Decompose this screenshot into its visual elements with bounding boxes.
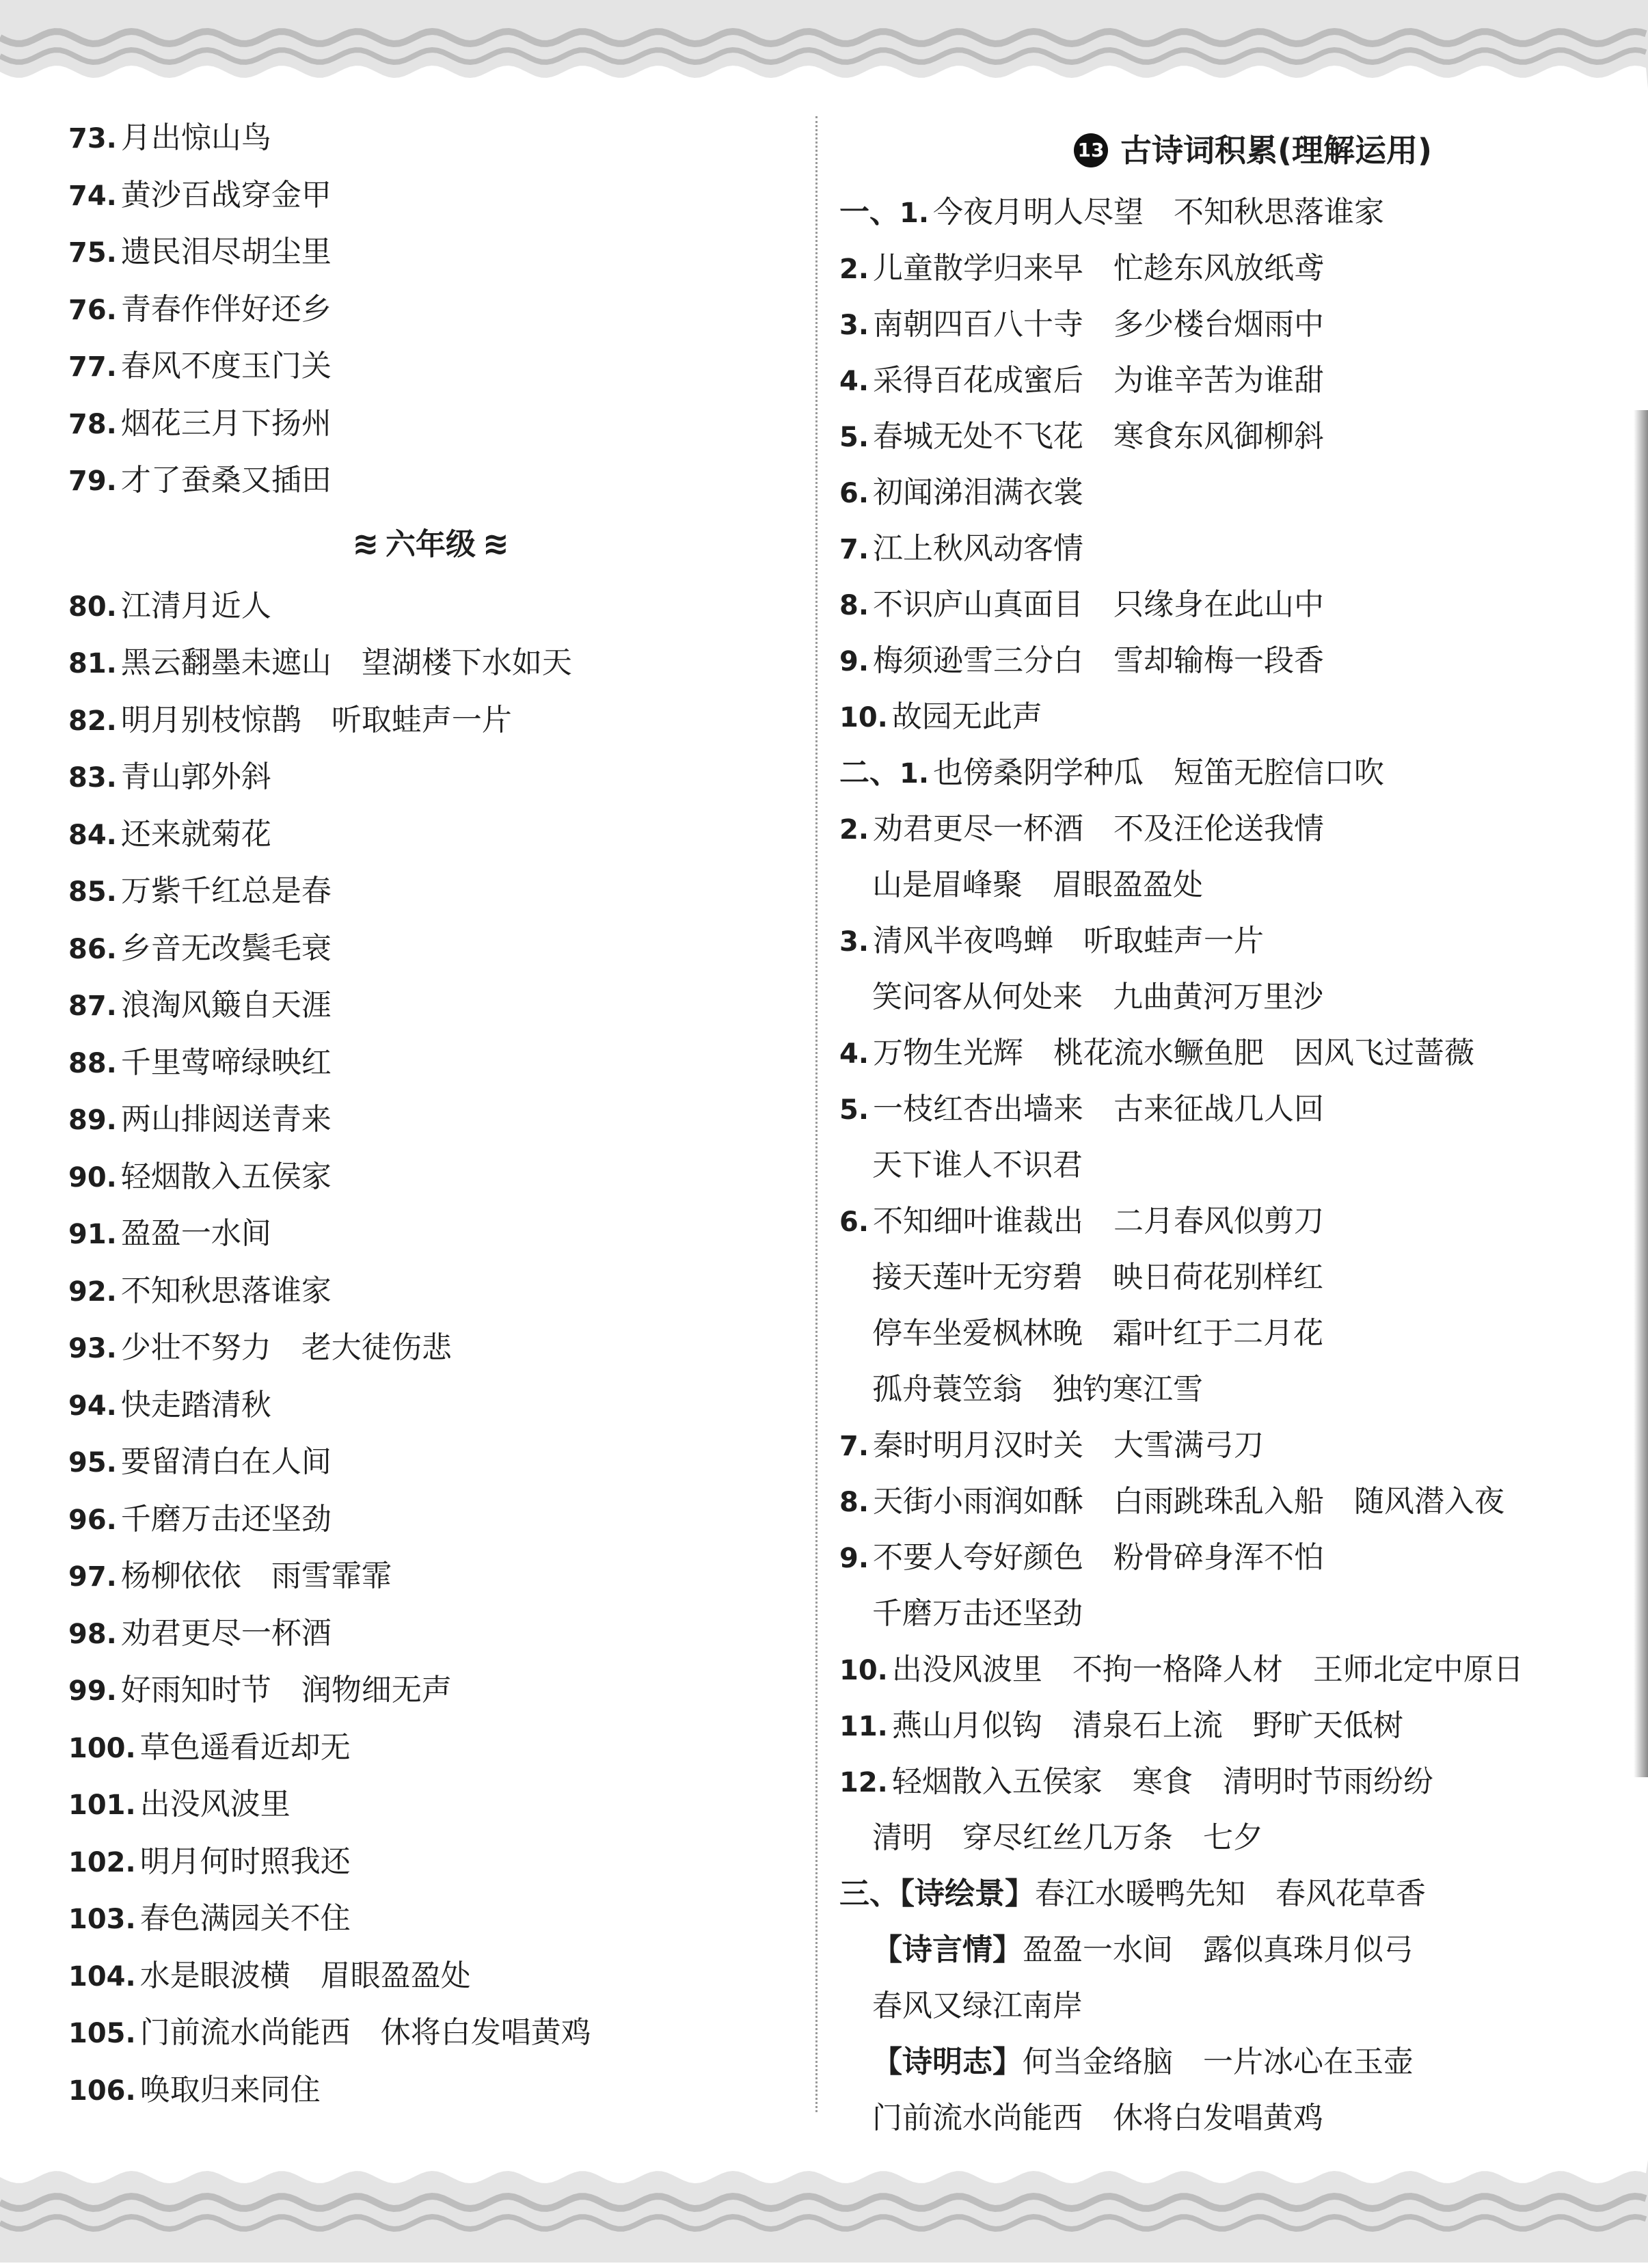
poem-line: 明月别枝惊鹊 xyxy=(120,702,301,738)
poem-line: 明月何时照我还 xyxy=(139,1844,351,1879)
list-item xyxy=(839,2034,1612,2090)
list-item xyxy=(839,521,1612,577)
poem-line: 穿尽红丝几万条 xyxy=(962,1820,1173,1855)
left-column xyxy=(68,109,793,2118)
item-number: 7. xyxy=(839,1431,869,1462)
item-number: 2. xyxy=(839,814,869,846)
poem-line: 王师北定中原日 xyxy=(1312,1652,1524,1687)
item-number: 103. xyxy=(68,1904,136,1935)
list-item xyxy=(839,633,1612,689)
item-number: 1. xyxy=(900,198,930,229)
poem-line: 遗民泪尽胡尘里 xyxy=(120,234,332,269)
list-item xyxy=(68,1319,793,1377)
list-item xyxy=(68,1719,793,1777)
poem-line: 不拘一格降人材 xyxy=(1072,1652,1283,1687)
item-number: 79. xyxy=(68,465,117,497)
list-item xyxy=(839,465,1612,521)
poem-line: 笑问客从何处来 xyxy=(872,980,1083,1014)
poem-line: 初闻涕泪满衣裳 xyxy=(873,475,1084,510)
item-number: 74. xyxy=(68,180,117,212)
poem-line: 梅须逊雪三分白 xyxy=(873,643,1084,678)
poem-line: 青山郭外斜 xyxy=(120,759,271,794)
poem-line: 万物生光辉 xyxy=(873,1036,1024,1070)
poem-line: 春风花草香 xyxy=(1275,1876,1426,1911)
item-number: 9. xyxy=(839,646,869,677)
item-number: 1. xyxy=(900,758,930,789)
list-item xyxy=(68,1947,793,2005)
item-number: 77. xyxy=(68,351,117,383)
poem-line: 南朝四百八十寺 xyxy=(873,307,1084,342)
item-number: 98. xyxy=(68,1618,117,1650)
item-number: 8. xyxy=(839,590,869,621)
poem-line: 休将白发唱黄鸡 xyxy=(1113,2101,1323,2135)
poem-line: 寒食 xyxy=(1132,1764,1193,1799)
item-number: 83. xyxy=(68,762,117,794)
right-column xyxy=(839,116,1612,2146)
item-number: 88. xyxy=(68,1047,117,1079)
poem-line: 青春作伴好还乡 xyxy=(120,291,332,327)
poem-line: 出没风波里 xyxy=(139,1787,291,1822)
poem-line: 一片冰心在玉壶 xyxy=(1203,2044,1414,2079)
list-item xyxy=(839,1250,1612,1306)
list-item xyxy=(68,1148,793,1206)
list-item xyxy=(839,2090,1612,2146)
list-item xyxy=(68,863,793,920)
poem-line: 听取蛙声一片 xyxy=(1083,923,1265,958)
poem-line: 天街小雨润如酥 xyxy=(873,1484,1084,1519)
item-number: 95. xyxy=(68,1447,117,1479)
poem-line: 望湖楼下水如天 xyxy=(361,645,572,680)
item-number: 6. xyxy=(839,478,869,509)
poem-line: 随风潜入夜 xyxy=(1354,1484,1505,1519)
item-number: 96. xyxy=(68,1504,117,1536)
list-item xyxy=(839,1810,1612,1866)
poem-line: 为谁辛苦为谁甜 xyxy=(1113,363,1325,398)
list-item xyxy=(68,1205,793,1263)
poem-line: 不知秋思落谁家 xyxy=(1174,195,1385,230)
list-item xyxy=(839,1418,1612,1474)
bottom-wave-graphic xyxy=(0,2160,1648,2263)
item-number: 9. xyxy=(839,1543,869,1574)
wave-mark-icon: ≋ xyxy=(352,524,379,562)
list-item xyxy=(839,577,1612,633)
item-number: 75. xyxy=(68,237,117,269)
poem-line: 才了蚕桑又插田 xyxy=(120,463,332,498)
list-item xyxy=(839,1922,1612,1978)
list-item xyxy=(839,409,1612,465)
poem-line: 眉眼盈盈处 xyxy=(1053,867,1203,902)
poem-line: 黄沙百战穿金甲 xyxy=(120,177,332,213)
poem-line: 不知秋思落谁家 xyxy=(120,1273,332,1308)
section-heading xyxy=(839,116,1612,185)
poem-line: 因风飞过蔷薇 xyxy=(1294,1036,1475,1070)
list-item xyxy=(839,1306,1612,1362)
poem-line: 门前流水尚能西 xyxy=(872,2101,1083,2135)
item-tag: 【诗绘景】 xyxy=(900,1876,1035,1911)
list-item xyxy=(68,1890,793,1947)
item-number: 12. xyxy=(839,1767,888,1798)
poem-line: 古来征战几人回 xyxy=(1113,1092,1325,1126)
grade-heading xyxy=(68,509,793,578)
poem-line: 停车坐爱枫林晚 xyxy=(872,1316,1083,1351)
poem-line: 眉眼盈盈处 xyxy=(320,1958,471,1993)
item-number: 7. xyxy=(839,534,869,565)
list-item xyxy=(839,185,1612,241)
item-prefix: 一、 xyxy=(839,195,900,230)
item-number: 82. xyxy=(68,705,117,737)
list-item xyxy=(68,1091,793,1148)
page-edge-shadow xyxy=(1634,410,1648,1777)
poem-line: 润物细无声 xyxy=(301,1673,452,1707)
list-item xyxy=(839,745,1612,801)
item-number: 94. xyxy=(68,1390,117,1422)
item-number: 106. xyxy=(68,2075,136,2107)
poem-line: 故园无此声 xyxy=(891,699,1042,734)
list-item xyxy=(68,109,793,167)
poem-line: 清明 xyxy=(872,1820,932,1855)
bottom-wave-border xyxy=(0,2160,1648,2263)
item-number: 100. xyxy=(68,1732,136,1764)
list-item xyxy=(839,1642,1612,1698)
list-item xyxy=(68,281,793,338)
item-prefix: 三、 xyxy=(839,1876,900,1911)
list-item xyxy=(839,297,1612,353)
poem-line: 草色遥看近却无 xyxy=(139,1729,351,1765)
poem-line: 寒食东风御柳斜 xyxy=(1113,419,1325,454)
list-item xyxy=(839,801,1612,857)
item-number: 102. xyxy=(68,1846,136,1878)
list-item xyxy=(839,1137,1612,1193)
item-number: 10. xyxy=(839,1655,888,1686)
list-item xyxy=(68,2062,793,2119)
poem-line: 粉骨碎身浑不怕 xyxy=(1113,1540,1325,1575)
list-item xyxy=(839,1866,1612,1922)
poem-line: 水是眼波横 xyxy=(139,1958,291,1993)
item-number: 10. xyxy=(839,702,888,733)
item-number: 91. xyxy=(68,1219,117,1250)
poem-line: 不识庐山真面目 xyxy=(873,587,1084,622)
item-number: 73. xyxy=(68,123,117,154)
poem-line: 秦时明月汉时关 xyxy=(873,1428,1084,1463)
poem-line: 二月春风似剪刀 xyxy=(1113,1204,1325,1239)
poem-line: 儿童散学归来早 xyxy=(873,251,1084,286)
list-item xyxy=(68,224,793,281)
list-item xyxy=(68,1433,793,1491)
item-number: 4. xyxy=(839,1038,869,1070)
list-item xyxy=(839,1362,1612,1418)
item-number: 87. xyxy=(68,990,117,1022)
list-item xyxy=(68,1263,793,1320)
item-number: 92. xyxy=(68,1275,117,1308)
poem-line: 不要人夸好颜色 xyxy=(873,1540,1084,1575)
item-number: 84. xyxy=(68,819,117,851)
list-item xyxy=(68,1377,793,1434)
list-item xyxy=(68,1491,793,1548)
list-item xyxy=(68,977,793,1034)
poem-line: 江上秋风动客情 xyxy=(873,531,1084,566)
poem-line: 清明时节雨纷纷 xyxy=(1222,1764,1433,1799)
list-item xyxy=(68,167,793,224)
wave-mark-icon: ≋ xyxy=(483,524,509,562)
poem-line: 今夜月明人尽望 xyxy=(933,195,1144,230)
item-number: 5. xyxy=(839,422,869,453)
list-item xyxy=(68,452,793,509)
item-number: 8. xyxy=(839,1487,869,1518)
poem-line: 还来就菊花 xyxy=(120,816,271,852)
item-number: 3. xyxy=(839,310,869,341)
poem-line: 春风不度玉门关 xyxy=(120,349,332,383)
poem-line: 清风半夜鸣蝉 xyxy=(873,923,1054,958)
poem-line: 雪却输梅一段香 xyxy=(1113,643,1325,678)
poem-line: 忙趁东风放纸鸢 xyxy=(1113,251,1325,286)
item-number: 2. xyxy=(839,254,869,285)
list-item xyxy=(68,748,793,806)
top-wave-graphic xyxy=(0,0,1648,89)
list-item xyxy=(68,1548,793,1605)
list-item xyxy=(839,913,1612,969)
poem-line: 快走踏清秋 xyxy=(120,1387,271,1422)
item-number: 86. xyxy=(68,933,117,965)
list-item xyxy=(68,692,793,749)
poem-line: 两山排闼送青来 xyxy=(120,1102,332,1137)
list-item xyxy=(839,1530,1612,1586)
list-item xyxy=(839,689,1612,745)
list-item xyxy=(839,1474,1612,1530)
poem-line: 劝君更尽一杯酒 xyxy=(120,1615,332,1651)
poem-line: 多少楼台烟雨中 xyxy=(1113,307,1325,342)
column-divider xyxy=(815,116,818,2112)
item-number: 104. xyxy=(68,1960,136,1993)
item-number: 6. xyxy=(839,1206,869,1238)
poem-line: 乡音无改鬓毛衰 xyxy=(120,930,332,966)
list-item xyxy=(68,1034,793,1092)
poem-line: 月出惊山鸟 xyxy=(120,120,271,155)
poem-line: 何当金络脑 xyxy=(1023,2044,1173,2079)
list-item xyxy=(68,634,793,692)
list-item xyxy=(839,1978,1612,2034)
poem-line: 孤舟蓑笠翁 xyxy=(872,1372,1023,1407)
list-item xyxy=(68,338,793,395)
item-number: 89. xyxy=(68,1105,117,1136)
poem-line: 千磨万击还坚劲 xyxy=(872,1596,1083,1631)
poem-line: 天下谁人不识君 xyxy=(872,1148,1083,1183)
item-number: 99. xyxy=(68,1675,117,1707)
item-number: 81. xyxy=(68,648,117,679)
poem-line: 出没风波里 xyxy=(891,1652,1042,1687)
list-item xyxy=(839,1698,1612,1754)
poem-line: 江清月近人 xyxy=(120,588,271,623)
poem-line: 听取蛙声一片 xyxy=(331,702,512,738)
item-number: 78. xyxy=(68,408,117,440)
list-item xyxy=(68,1662,793,1719)
top-wave-border xyxy=(0,0,1648,89)
poem-line: 休将白发唱黄鸡 xyxy=(380,2015,591,2050)
list-item xyxy=(839,241,1612,297)
list-item xyxy=(839,353,1612,409)
poem-line: 大雪满弓刀 xyxy=(1113,1428,1265,1463)
poem-line: 霜叶红于二月花 xyxy=(1113,1316,1323,1351)
poem-line: 采得百花成蜜后 xyxy=(873,363,1084,398)
poem-line: 映日荷花别样红 xyxy=(1113,1260,1323,1295)
poem-line: 黑云翻墨未遮山 xyxy=(120,645,332,680)
answer-list-grade-five xyxy=(68,109,793,509)
list-item xyxy=(68,920,793,977)
list-item xyxy=(839,1193,1612,1250)
item-number: 80. xyxy=(68,591,117,623)
list-item xyxy=(839,1025,1612,1081)
list-item xyxy=(68,1605,793,1662)
list-item xyxy=(839,857,1612,913)
answer-list-section xyxy=(839,185,1612,2146)
poem-line: 燕山月似钩 xyxy=(891,1708,1042,1743)
poem-line: 也傍桑阴学种瓜 xyxy=(933,755,1144,790)
poem-line: 春城无处不飞花 xyxy=(873,419,1084,454)
poem-line: 白雨跳珠乱入船 xyxy=(1113,1484,1325,1519)
list-item xyxy=(68,1833,793,1891)
poem-line: 千磨万击还坚劲 xyxy=(120,1501,332,1537)
item-number: 85. xyxy=(68,876,117,908)
poem-line: 门前流水尚能西 xyxy=(139,2015,351,2050)
list-item xyxy=(839,1754,1612,1810)
poem-line: 盈盈一水间 xyxy=(1023,1932,1173,1967)
poem-line: 杨柳依依 xyxy=(120,1558,241,1593)
item-number: 97. xyxy=(68,1561,117,1593)
poem-line: 春江水暖鸭先知 xyxy=(1035,1876,1245,1911)
item-number: 76. xyxy=(68,294,117,326)
poem-line: 桃花流水鳜鱼肥 xyxy=(1053,1036,1265,1070)
item-number: 101. xyxy=(68,1790,136,1821)
poem-line: 一枝红杏出墙来 xyxy=(873,1092,1084,1126)
poem-line: 轻烟散入五侯家 xyxy=(891,1764,1103,1799)
list-item xyxy=(68,578,793,635)
list-item xyxy=(68,395,793,453)
item-tag: 【诗言情】 xyxy=(872,1932,1023,1967)
item-number: 90. xyxy=(68,1161,117,1193)
poem-line: 春色满园关不住 xyxy=(139,1901,351,1936)
poem-line: 万紫千红总是春 xyxy=(120,874,332,908)
answer-list-grade-six xyxy=(68,578,793,2119)
item-number: 4. xyxy=(839,366,869,397)
list-item xyxy=(68,1776,793,1833)
poem-line: 短笛无腔信口吹 xyxy=(1174,755,1385,790)
poem-line: 接天莲叶无穷碧 xyxy=(872,1260,1083,1295)
poem-line: 盈盈一水间 xyxy=(120,1216,271,1251)
poem-line: 好雨知时节 xyxy=(120,1673,271,1707)
poem-line: 唤取归来同住 xyxy=(139,2072,321,2107)
list-item xyxy=(839,969,1612,1025)
poem-line: 野旷天低树 xyxy=(1252,1708,1403,1743)
item-tag: 【诗明志】 xyxy=(872,2044,1023,2079)
poem-line: 独钓寒江雪 xyxy=(1053,1372,1203,1407)
poem-line: 不知细叶谁裁出 xyxy=(873,1204,1084,1239)
poem-line: 烟花三月下扬州 xyxy=(120,405,332,441)
poem-line: 少壮不努力 xyxy=(120,1330,271,1365)
poem-line: 劝君更尽一杯酒 xyxy=(873,811,1084,846)
poem-line: 只缘身在此山中 xyxy=(1113,587,1325,622)
list-item xyxy=(839,1081,1612,1137)
grade-heading-label: 六年级 xyxy=(386,526,476,562)
poem-line: 清泉石上流 xyxy=(1072,1708,1223,1743)
poem-line: 要留清白在人间 xyxy=(120,1444,332,1479)
poem-line: 露似真珠月似弓 xyxy=(1203,1932,1414,1967)
list-item xyxy=(68,806,793,863)
poem-line: 山是眉峰聚 xyxy=(872,867,1023,902)
item-prefix: 二、 xyxy=(839,755,900,790)
poem-line: 春风又绿江南岸 xyxy=(872,1988,1083,2023)
list-item xyxy=(839,1586,1612,1642)
item-number: 105. xyxy=(68,2018,136,2049)
item-number: 93. xyxy=(68,1333,117,1364)
poem-line: 轻烟散入五侯家 xyxy=(120,1159,332,1194)
item-number: 5. xyxy=(839,1094,869,1126)
poem-line: 七夕 xyxy=(1203,1820,1263,1855)
poem-line: 老大徒伤悲 xyxy=(301,1330,452,1365)
poem-line: 千里莺啼绿映红 xyxy=(120,1044,332,1080)
section-title: 古诗词积累(理解运用) xyxy=(1120,132,1433,169)
item-number: 11. xyxy=(839,1711,888,1742)
poem-line: 不及汪伦送我情 xyxy=(1113,811,1325,846)
poem-line: 雨雪霏霏 xyxy=(271,1558,392,1593)
poem-line: 浪淘风簸自天涯 xyxy=(120,988,332,1023)
item-number: 3. xyxy=(839,926,869,958)
list-item xyxy=(68,2004,793,2062)
poem-line: 九曲黄河万里沙 xyxy=(1113,980,1323,1014)
section-number-badge: 13 xyxy=(1074,133,1108,167)
